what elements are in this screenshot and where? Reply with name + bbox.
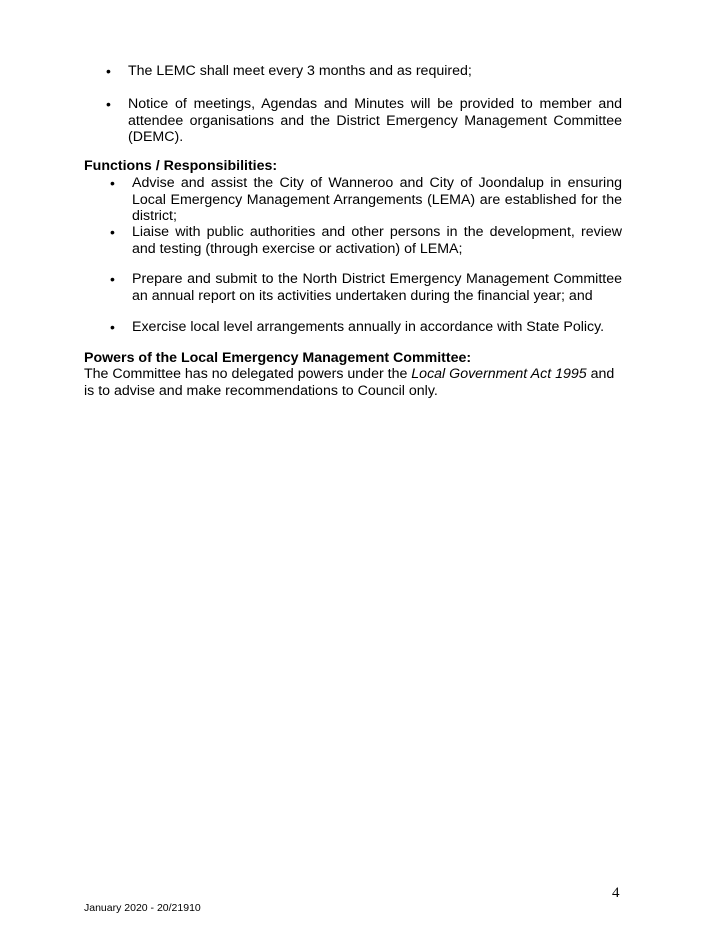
bullet-icon: •: [110, 271, 115, 287]
list-item: [106, 63, 622, 80]
list-item: [110, 319, 622, 336]
list-item-text: Prepare and submit to the North District Emergency Management Committee an annual report on its activities undertaken during the financial year; and: [132, 271, 622, 304]
list-item: [106, 96, 622, 146]
list-item-text: Liaise with public authorities and other persons in the development, review and testing (through exercise or activation) of LEMA;: [132, 224, 622, 257]
bullet-icon: •: [106, 63, 111, 79]
bullet-icon: •: [110, 224, 115, 240]
list-item-text: Advise and assist the City of Wanneroo and City of Joondalup in ensuring Local Emergency Management Arrangements (LEMA) are established for the district;: [132, 175, 622, 224]
page-number: 4: [612, 885, 620, 901]
list-item-text: The LEMC shall meet every 3 months and as required;: [128, 63, 472, 79]
list-item: [110, 271, 622, 304]
list-item: [110, 175, 622, 225]
footer-reference: January 2020 - 20/21910: [84, 902, 201, 914]
bullet-icon: •: [110, 319, 115, 335]
list-item-text: Exercise local level arrangements annually in accordance with State Policy.: [132, 319, 605, 335]
powers-text-after: and is to advise and make recommendations to Council only.: [84, 366, 615, 399]
list-item-text: Notice of meetings, Agendas and Minutes will be provided to member and attendee organisations and the District Emergency Management Committee (DEMC).: [128, 96, 622, 145]
powers-text-before: The Committee has no delegated powers under the: [84, 366, 412, 382]
bullet-icon: •: [106, 96, 111, 112]
list-item: [110, 224, 622, 257]
act-name: Local Government Act 1995: [411, 366, 587, 382]
powers-paragraph: [84, 366, 624, 399]
section-heading-functions: Functions / Responsibilities:: [84, 158, 278, 174]
bullet-icon: •: [110, 175, 115, 191]
section-heading-powers: Powers of the Local Emergency Management Committee:: [84, 350, 472, 366]
